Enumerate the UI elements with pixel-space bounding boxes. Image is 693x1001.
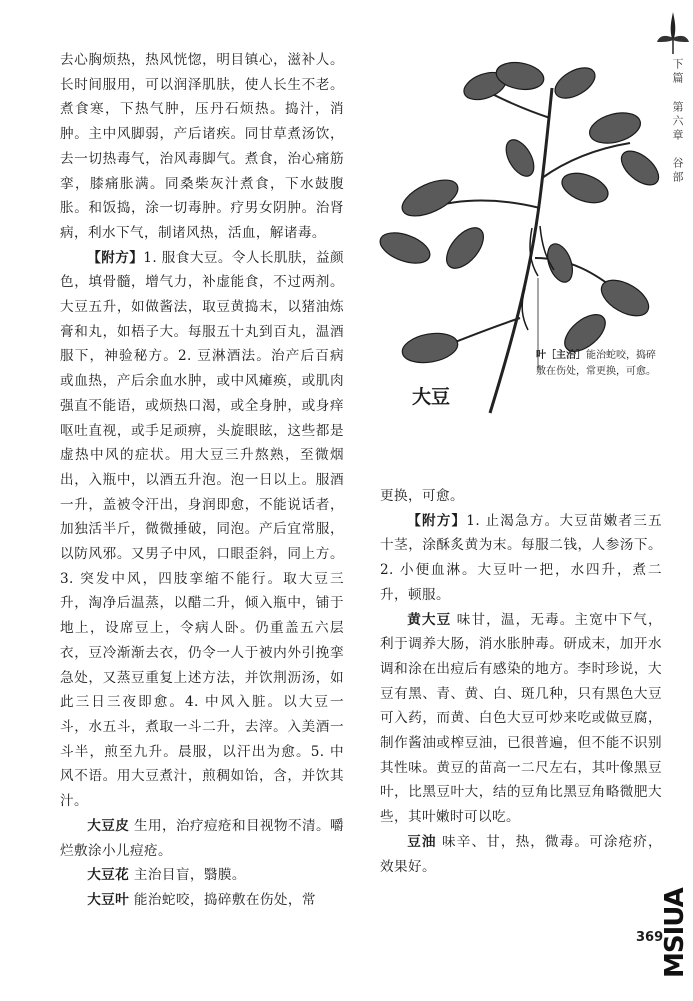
illustration-caption: 叶［主治］能治蛇咬，捣碎敷在伤处，常更换，可愈。 — [536, 350, 656, 377]
entry-term: 黄大豆 — [407, 611, 452, 628]
paragraph: 大豆花 主治目盲，翳膜。 — [87, 867, 246, 884]
paragraph: 去心胸烦热，热风恍惚，明目镇心，滋补人。长时间服用，可以润泽肌肤，使人长生不老。煮食寒，下热气肿，压丹石烦热。捣汁，消肿。主中风脚弱，产后诸疾。同甘草煮汤饮，去一切热毒气，治风毒脚气。煮食，治心痛筋挛，膝痛胀满。同桑柴灰汁煮食，下水鼓腹胀。和饭捣，涂一切毒肿。疗男女阴肿。治肾病，利水下气，制诸风热，活血，解诸毒。 — [60, 52, 344, 241]
paragraph: 【附方】1. 服食大豆。令人长肌肤，益颜色，填骨髓，增气力，补虚能食，不过两剂。大豆五升，如做酱法，取豆黄捣末，以猪油炼膏和丸，如梧子大。每服五十丸到百丸，温酒服下，神验秘方。2. 豆淋酒法。治产后百病或血热，产后余血水肿，或中风瘫痪，或肌肉强直不能语，或烦热口渴，或全身肿，或身痒呕吐直视，或手足顽痹，头旋眼眩，这些都是虚热中风的症状。用大豆三升熬熟，至微烟出，入瓶中，以酒五升泡。泡一日以上。服酒一升，盖被令汗出，身润即愈，不能说话者，加独活半斤，微微捶破，同泡。产后宜常服，以防风邪。又男子中风，口眼歪斜，同上方。3. 突发中风，四肢挛缩不能行。取大豆三升，淘净后温蒸，以醋二升，倾入瓶中，铺于地上，设席豆上，令病人卧。仍重盖五六层衣，豆冷渐渐去衣，仍令一人于被内外引挽挛急处，又蒸豆重复上述方法，并饮荆沥汤，如此三日三夜即愈。4. 中风入脏。以大豆一斗，水五斗，煮取一斗二升，去滓。入美酒一斗半，煎至九升。晨服，以汗出为愈。5. 中风不语。用大豆煮汁，煎稠如饴，含，并饮其汁。 — [60, 249, 344, 810]
right-text-column — [380, 484, 662, 879]
sidebar-part: 下篇 — [671, 58, 684, 86]
paragraph: 黄大豆 味甘，温，无毒。主宽中下气，利于调养大肠，消水胀肿毒。研成末，加开水调和涂在出痘后有感染的地方。李时珍说，大豆有黑、青、黄、白、斑几种，只有黑色大豆可入药，而黄、白色大豆可炒来吃或做豆腐，制作酱油或榨豆油，已很普遍，但不能不识别其性味。黄豆的苗高一二尺左右，其叶像黑豆叶，比黑豆叶大，结的豆角比黑豆角略微肥大些，其叶嫩时可以吃。 — [380, 611, 662, 826]
formula-heading: 【附方】 — [407, 512, 467, 529]
entry-term: 大豆皮 — [87, 817, 130, 834]
left-text-column — [60, 48, 344, 913]
page-number: 369 — [636, 930, 664, 945]
paragraph: 更换，可愈。 — [380, 488, 464, 504]
entry-term: 大豆叶 — [87, 891, 130, 908]
paragraph: 大豆叶 能治蛇咬，捣碎敷在伤处，常 — [87, 891, 316, 908]
sidebar-chapter: 第六章 — [671, 100, 684, 143]
entry-term: 大豆花 — [87, 867, 130, 884]
formula-heading: 【附方】 — [87, 249, 144, 266]
entry-term: 豆油 — [407, 833, 437, 850]
soybean-plant-illustration — [370, 48, 670, 478]
paragraph: 【附方】1. 止渴急方。大豆苗嫩者三五十茎，涂酥炙黄为末。每服二钱，人参汤下。2. 小便血淋。大豆叶一把，水四升，煮二升，顿服。 — [380, 512, 662, 603]
paragraph: 豆油 味辛、甘，热，微毒。可涂疮疥，效果好。 — [380, 833, 662, 875]
sidebar-section: 谷部 — [671, 157, 684, 185]
illustration-label: 大豆 — [412, 386, 451, 408]
watermark: MSIUA — [660, 888, 690, 978]
paragraph: 大豆皮 生用，治疗痘疮和目视物不清。嚼烂敷涂小儿痘疮。 — [60, 817, 344, 859]
